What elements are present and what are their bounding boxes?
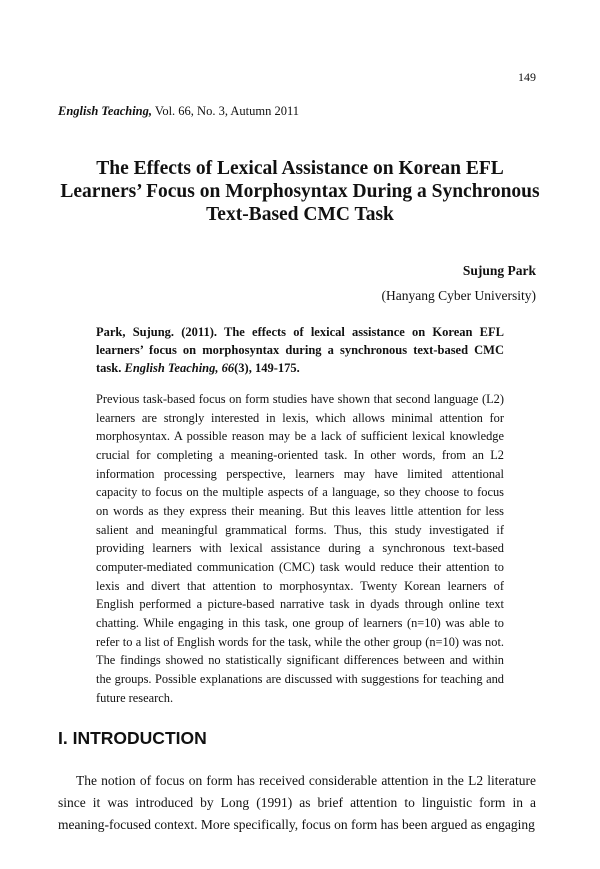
author-affiliation: (Hanyang Cyber University): [381, 288, 536, 303]
journal-details: Vol. 66, No. 3, Autumn 2011: [152, 104, 300, 118]
title-line-3: Text-Based CMC Task: [206, 204, 394, 225]
citation-pages: (3), 149-175.: [234, 361, 300, 375]
body-paragraph: The notion of focus on form has received considerable attention in the L2 literature since it was introduced by Long (1991) as brief attention to linguistic form in a meaning-focused context. More specifically, focus on form has been argued as engaging: [58, 773, 536, 832]
citation-text: Park, Sujung. (2011). The effects of lexical assistance on Korean EFL learners’ focus on morphosyntax during a synchronous text-based CMC task.: [96, 325, 504, 375]
paper-title: [40, 157, 560, 226]
journal-header: [58, 104, 299, 119]
abstract: Previous task-based focus on form studies have shown that second language (L2) learners are strongly interested in lexis, which allows minimal attention for morphosyntax. A possible reason may be a lack of sufficient lexical knowledge crucial for completing a meaning-oriented task. In other words, from an L2 information processing perspective, learners may have limited attentional capacity to focus on the multiple aspects of a language, so they choose to focus on words as they express their meaning. But this leaves little attention for less salient and meaningful grammatical forms. Thus, this study investigated if providing learners with lexical assistance during a synchronous text-based computer-mediated communication (CMC) task would reduce their attention to lexis and divert that attention to morphosyntax. Twenty Korean learners of English performed a picture-based narrative task in dyads through online text chatting. While engaging in this task, one group of learners (n=10) was able to refer to a list of English words for the task, while the other group (n=10) was not. The findings showed no statistically significant differences between and within the groups. Possible explanations are discussed with suggestions for teaching and future research.: [96, 392, 504, 705]
citation: [96, 323, 504, 377]
page-number: 149: [518, 70, 536, 84]
citation-journal: English Teaching, 66: [124, 361, 235, 375]
author-name: Sujung Park: [462, 263, 536, 278]
title-line-2: Learners’ Focus on Morphosyntax During a Synchronous: [60, 181, 540, 202]
title-line-1: The Effects of Lexical Assistance on Korean EFL: [96, 158, 504, 179]
section-heading: I. INTRODUCTION: [58, 728, 207, 748]
journal-name: English Teaching,: [58, 104, 153, 118]
